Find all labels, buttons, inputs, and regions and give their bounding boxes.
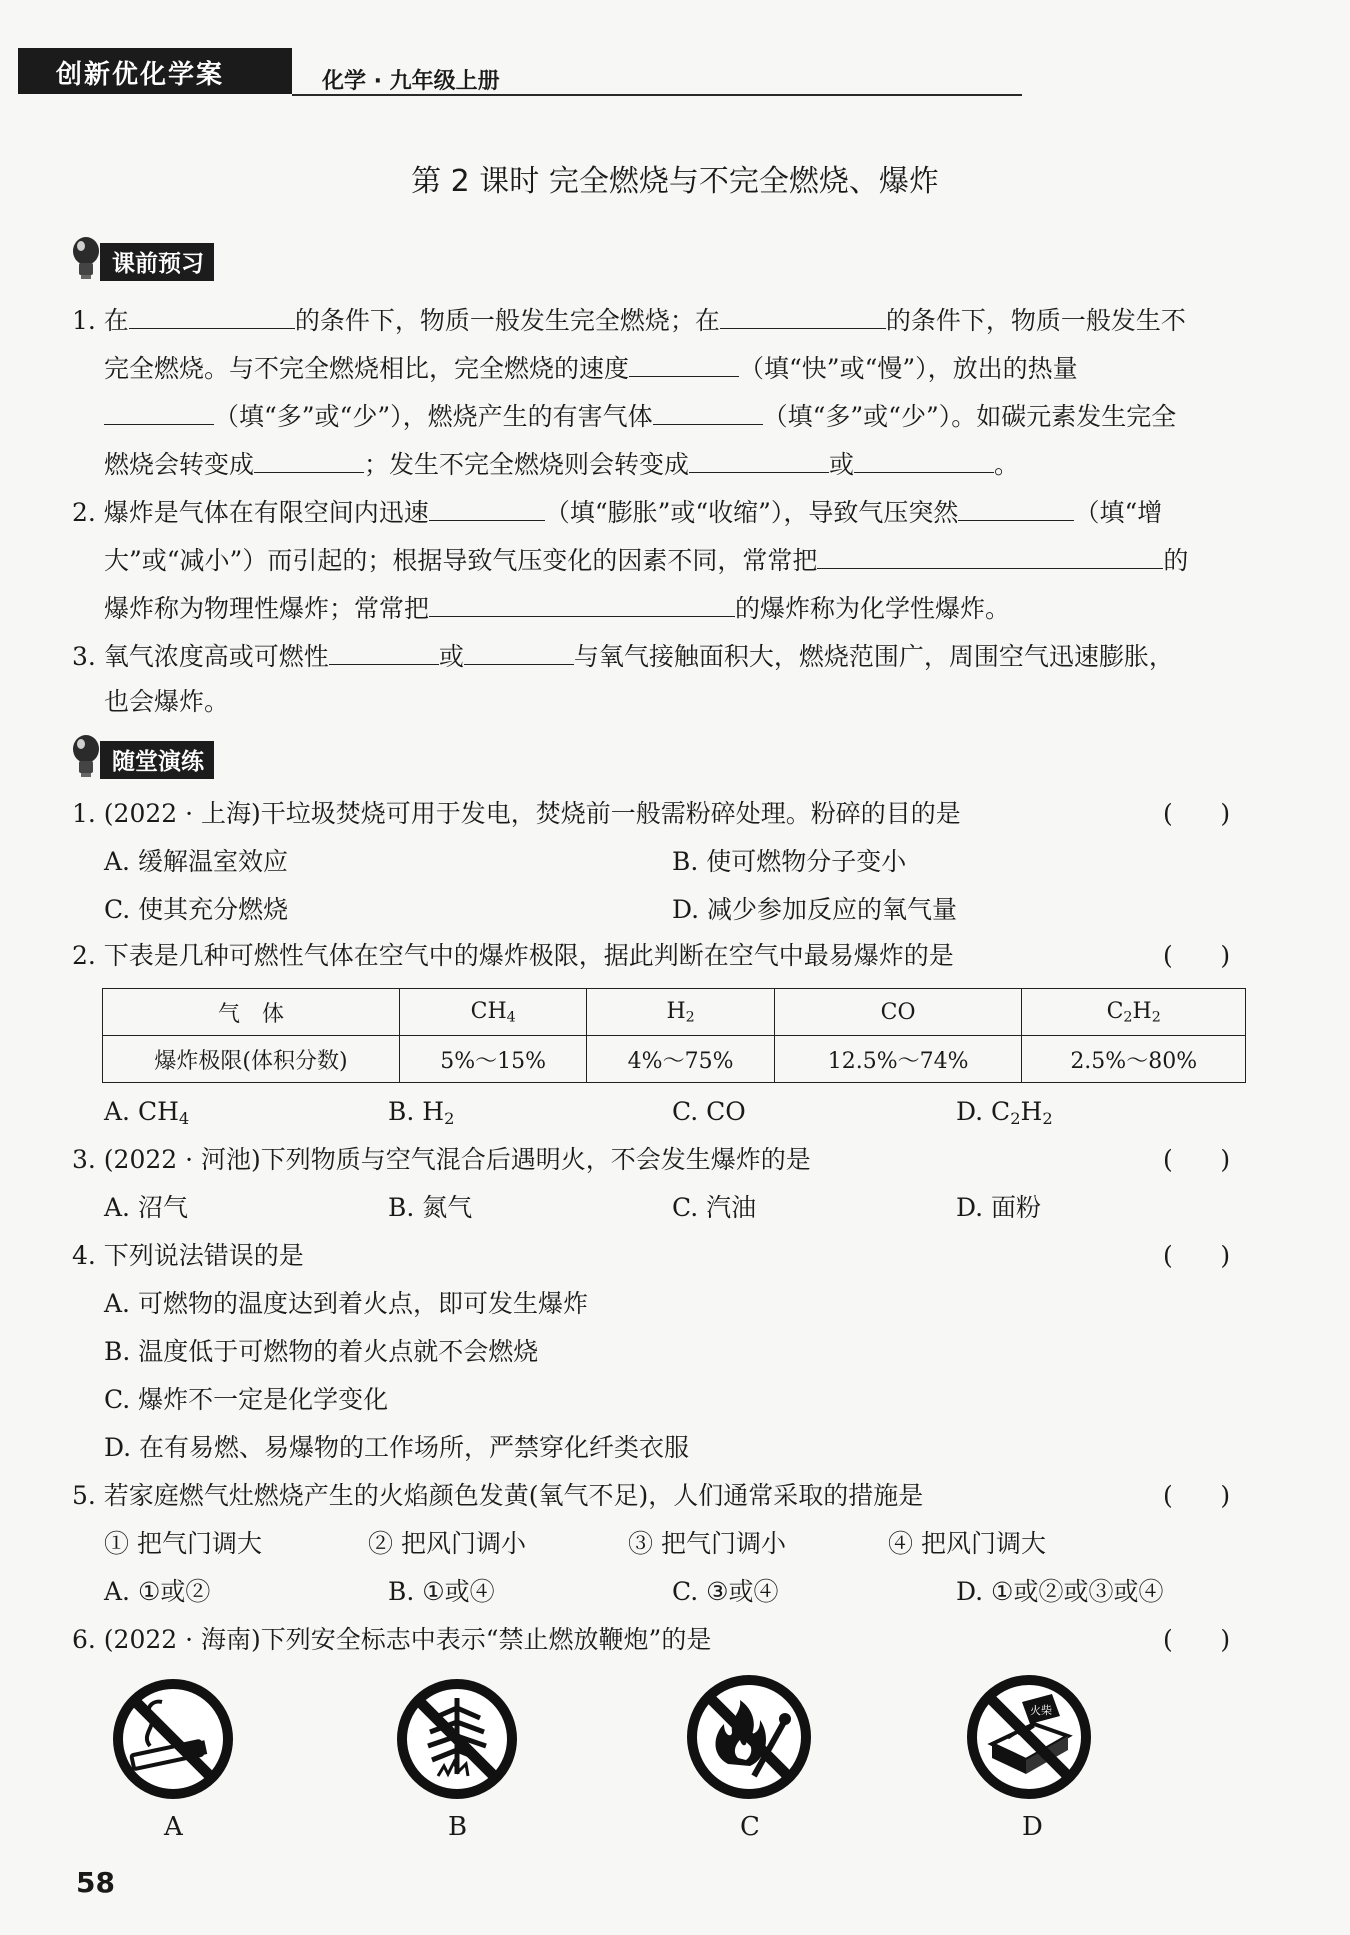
preview-q2-line3: 爆炸称为物理性爆炸；常常把 的爆炸称为化学性爆炸。 — [104, 590, 1010, 625]
practice-q4-option-d: D. 在有易燃、易爆物的工作场所，严禁穿化纤类衣服 — [104, 1433, 690, 1462]
section-preview-label: 课前预习 — [100, 243, 214, 281]
header-rule — [292, 94, 1022, 96]
preview-q2-line1: 2. 爆炸是气体在有限空间内迅速 （填“膨胀”或“收缩”），导致气压突然 （填“增 — [72, 494, 1162, 529]
practice-q3-option-b: B. 氮气 — [388, 1193, 473, 1222]
preview-q3-line2: 也会爆炸。 — [104, 687, 230, 716]
table-row — [103, 1036, 1246, 1083]
practice-q3-stem: 3. (2022 · 河池)下列物质与空气混合后遇明火，不会发生爆炸的是 — [72, 1145, 811, 1174]
practice-q6-stem: 6. (2022 · 海南)下列安全标志中表示“禁止燃放鞭炮”的是 — [72, 1625, 712, 1654]
practice-q4-option-c: C. 爆炸不一定是化学变化 — [104, 1385, 389, 1414]
preview-q1-line2: 完全燃烧。与不完全燃烧相比，完全燃烧的速度 （填“快”或“慢”），放出的热量 — [104, 350, 1078, 385]
practice-q5-item-4: ④ 把风门调大 — [888, 1529, 1046, 1558]
preview-q1-line1: 1. 在 的条件下，物质一般发生完全燃烧；在 的条件下，物质一般发生不 — [72, 302, 1186, 337]
practice-q5-stem: 5. 若家庭燃气灶燃烧产生的火焰颜色发黄(氧气不足)，人们通常采取的措施是 — [72, 1481, 924, 1510]
practice-q2-stem: 2. 下表是几种可燃性气体在空气中的爆炸极限，据此判断在空气中最易爆炸的是 — [72, 941, 954, 970]
table-header-ch4: $CH_4$ — [400, 989, 587, 1036]
practice-q2-option-a: A. $CH_4$ — [104, 1097, 190, 1129]
practice-q4-option-b: B. 温度低于可燃物的着火点就不会燃烧 — [104, 1337, 539, 1366]
table-cell: 2.5%～80% — [1022, 1036, 1246, 1083]
table-cell: 5%～15% — [400, 1036, 587, 1083]
sign-label-c: C — [740, 1812, 760, 1842]
practice-q2-option-d: D. $C_2H_2$ — [956, 1097, 1053, 1129]
practice-q4-option-a: A. 可燃物的温度达到着火点，即可发生爆炸 — [104, 1289, 588, 1318]
explosion-limit-table — [102, 988, 1246, 1083]
practice-q3-option-a: A. 沼气 — [104, 1193, 188, 1222]
matchbox-label: 火柴 — [1030, 1704, 1052, 1717]
practice-q4-stem: 4. 下列说法错误的是 — [72, 1241, 304, 1270]
preview-q2-line2: 大”或“减小”）而引起的；根据导致气压变化的因素不同，常常把 的 — [104, 542, 1188, 577]
answer-paren: ( ) — [1163, 1145, 1231, 1174]
preview-q1-line4: 燃烧会转变成 ；发生不完全燃烧则会转变成 或 。 — [104, 446, 1019, 481]
practice-q2-option-b: B. $H_2$ — [388, 1097, 455, 1129]
practice-q1-option-c: C. 使其充分燃烧 — [104, 895, 289, 924]
no-firecrackers-sign-icon — [394, 1676, 520, 1802]
section-practice-label: 随堂演练 — [100, 741, 214, 779]
answer-paren: ( ) — [1163, 1625, 1231, 1654]
sign-label-a: A — [164, 1812, 183, 1842]
practice-q1-option-b: B. 使可燃物分子变小 — [672, 847, 907, 876]
practice-q3-option-c: C. 汽油 — [672, 1193, 757, 1222]
practice-q3-option-d: D. 面粉 — [956, 1193, 1042, 1222]
table-row-label: 爆炸极限(体积分数) — [103, 1036, 400, 1083]
practice-q5-item-1: ① 把气门调大 — [104, 1529, 262, 1558]
table-header-co: CO — [774, 989, 1022, 1036]
sign-label-b: B — [448, 1812, 468, 1842]
answer-paren: ( ) — [1163, 799, 1231, 828]
page-number: 58 — [76, 1866, 115, 1899]
practice-q5-item-3: ③ 把气门调小 — [628, 1529, 786, 1558]
practice-q5-option-d: D. ①或②或③或④ — [956, 1577, 1164, 1606]
no-open-flame-sign-icon — [684, 1672, 814, 1802]
practice-q1-stem: 1. (2022 · 上海)干垃圾焚烧可用于发电，焚烧前一般需粉碎处理。粉碎的目的是 — [72, 799, 961, 828]
table-cell: 4%～75% — [587, 1036, 774, 1083]
header-subject: 化学 · 九年级上册 — [322, 69, 500, 94]
practice-q5-option-b: B. ①或④ — [388, 1577, 495, 1606]
table-cell: 12.5%～74% — [774, 1036, 1022, 1083]
table-header-row — [103, 989, 1246, 1036]
table-header-h2: $H_2$ — [587, 989, 774, 1036]
header-brand: 创新优化学案 — [56, 60, 225, 90]
preview-q3-line1: 3. 氧气浓度高或可燃性 或 与氧气接触面积大，燃烧范围广，周围空气迅速膨胀， — [72, 638, 1174, 673]
lesson-title: 第 2 课时 完全燃烧与不完全燃烧、爆炸 — [411, 164, 939, 199]
practice-q1-option-a: A. 缓解温室效应 — [104, 847, 288, 876]
lightbulb-icon — [70, 236, 104, 280]
answer-paren: ( ) — [1163, 1481, 1231, 1510]
sign-label-d: D — [1022, 1812, 1043, 1842]
table-header-c2h2: $C_2H_2$ — [1022, 989, 1246, 1036]
practice-q5-option-a: A. ①或② — [104, 1577, 211, 1606]
practice-q5-item-2: ② 把风门调小 — [368, 1529, 526, 1558]
preview-q1-line3: （填“多”或“少”），燃烧产生的有害气体 （填“多”或“少”）。如碳元素发生完全 — [104, 398, 1176, 433]
practice-q1-option-d: D. 减少参加反应的氧气量 — [672, 895, 958, 924]
no-smoking-sign-icon — [110, 1676, 236, 1802]
no-matches-sign-icon — [964, 1672, 1094, 1802]
lightbulb-icon — [70, 734, 104, 778]
practice-q5-option-c: C. ③或④ — [672, 1577, 779, 1606]
table-header-gas: 气 体 — [103, 989, 400, 1036]
answer-paren: ( ) — [1163, 941, 1231, 970]
practice-q2-option-c: C. CO — [672, 1097, 746, 1126]
answer-paren: ( ) — [1163, 1241, 1231, 1270]
